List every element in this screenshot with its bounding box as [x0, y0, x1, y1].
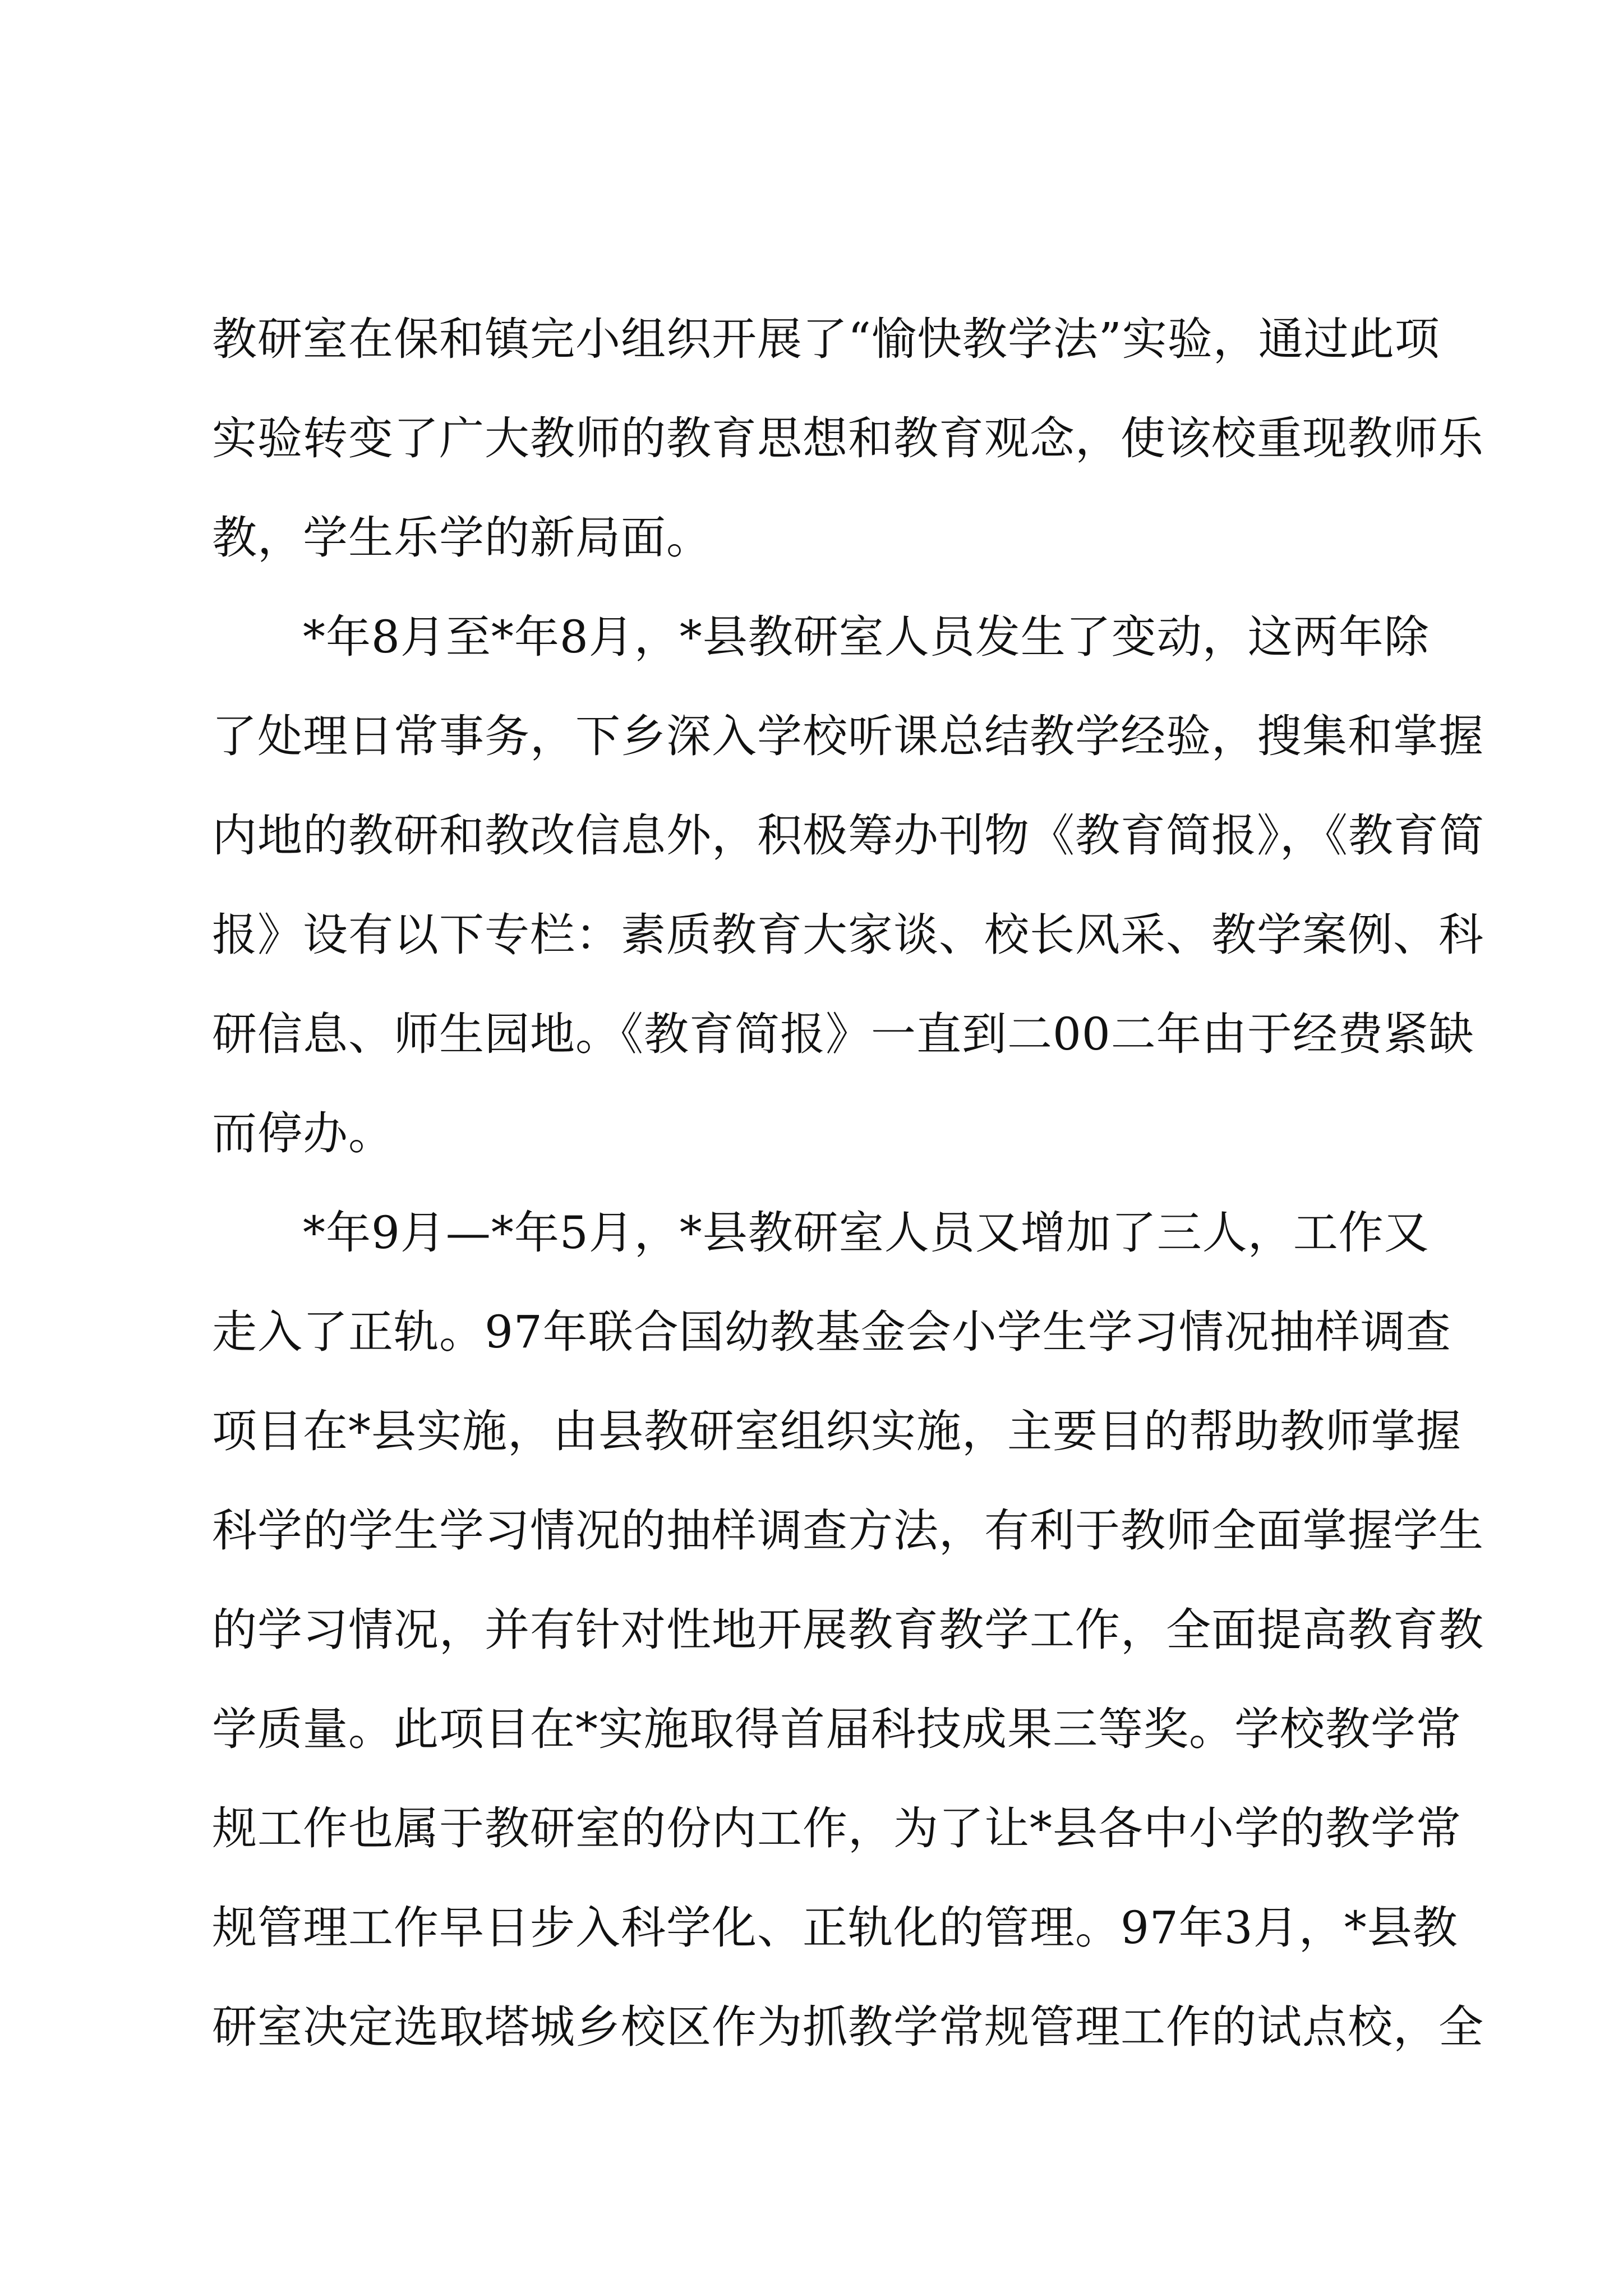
body-line: 研室决定选取塔城乡校区作为抓教学常规管理工作的试点校，全 [212, 2001, 1484, 2053]
body-line: 报》设有以下专栏：素质教育大家谈、校长风采、教学案例、科 [212, 909, 1484, 961]
body-line: 规管理工作早日步入科学化、正轨化的管理。97年3月，*县教 [212, 1902, 1458, 1954]
body-line: 教研室在保和镇完小组织开展了“愉快教学法”实验，通过此项 [212, 313, 1440, 365]
body-line: 学质量。此项目在*实施取得首届科技成果三等奖。学校教学常 [212, 1703, 1461, 1755]
body-line: 内地的教研和教改信息外，积极筹办刊物《教育简报》，《教育简 [212, 809, 1484, 862]
body-line: 走入了正轨。97年联合国幼教基金会小学生学习情况抽样调查 [212, 1306, 1451, 1358]
body-line: 实验转变了广大教师的教育思想和教育观念，使该校重现教师乐 [212, 412, 1484, 464]
body-line: 科学的学生学习情况的抽样调查方法，有利于教师全面掌握学生 [212, 1504, 1484, 1557]
paragraph-first-line: *年8月至*年8月，*县教研室人员发生了变动，这两年除 [303, 611, 1430, 663]
body-line: 而停办。 [212, 1107, 394, 1159]
body-line: 规工作也属于教研室的份内工作，为了让*县各中小学的教学常 [212, 1802, 1461, 1855]
body-line: 项目在*县实施，由县教研室组织实施，主要目的帮助教师掌握 [212, 1405, 1461, 1457]
body-line: 教，学生乐学的新局面。 [212, 512, 712, 564]
body-line: 研信息、师生园地。《教育简报》一直到二00二年由于经费紧缺 [212, 1008, 1474, 1060]
body-line: 的学习情况，并有针对性地开展教育教学工作，全面提高教育教 [212, 1604, 1484, 1656]
body-line: 了处理日常事务，下乡深入学校听课总结教学经验，搜集和掌握 [212, 710, 1484, 762]
paragraph-first-line: *年9月—*年5月，*县教研室人员又增加了三人，工作又 [303, 1207, 1430, 1259]
